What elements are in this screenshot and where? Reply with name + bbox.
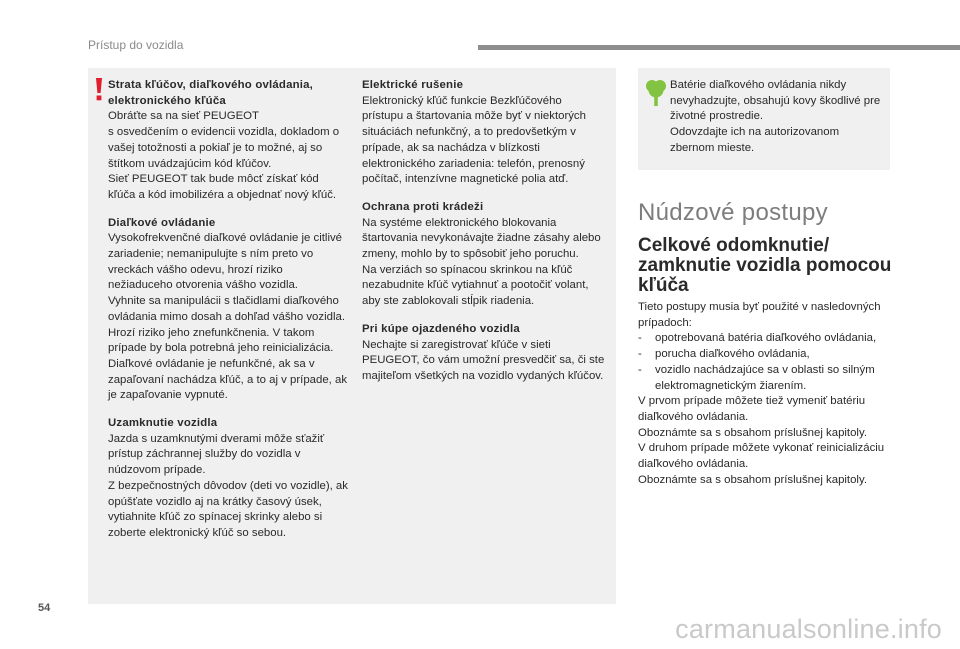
section-heading: Pri kúpe ojazdeného vozidla [362,322,520,335]
header-divider [478,45,960,50]
section-heading: Elektrické rušenie [362,79,464,91]
section-body: Na systéme elektronického blokovania štartovania nevykonávajte žiadne zásahy alebo zmeny, mohlo by to spôsobiť jeho poruchu. Na verziách so spínacou skrinkou na kľúč nezabudnite kľúč vytiahnuť a pootočiť volant, aby ste zablokovali stĺpik riadenia. [362,216,601,308]
section-body: Obráťte sa na sieť PEUGEOT s osvedčením o evidencii vozidla, dokladom o vašej totožnosti a pokiaľ je to možné, aj so štítkom uvádzajúcim kód kľúčov. Sieť PEUGEOT tak bude môcť získať kód kľúča a kód imobilizéra a objednať nový kľúč. [108,110,340,201]
warning-column-right [362,78,606,397]
section-title: Prístup do vozidla [88,38,184,52]
watermark: carmanualsonline.info [675,614,942,644]
warning-section-used-vehicle [362,322,606,385]
section-heading: Diaľkové ovládanie [108,216,216,229]
section-heading: Ochrana proti krádeži [362,200,484,213]
info-text-block [670,78,882,157]
warning-section-anti-theft [362,200,606,310]
warning-section-lost-keys [108,78,348,204]
section-heading: Strata kľúčov, diaľkového ovládania, elektronického kľúča [108,79,314,107]
paragraph: V prvom prípade môžete tiež vymeniť batériu diaľkového ovládania. [638,395,866,423]
section-body: Vysokofrekvenčné diaľkové ovládanie je citlivé zariadenie; nemanipulujte s ním preto vo vreckách vášho odevu, hrozí riziko nežiaduceho otvorenia vášho vozidla. Vyhnite sa manipulácii s tlačidlami diaľkového ovládania mimo dosah a dohľad vášho vozidla. Hrozí riziko jeho znefunkčnenia. V takom prípade by bola potrebná jeho reinicializácia. Diaľkové ovládanie je nefunkčné, ak sa v zapaľovaní nachádza kľúč, a to aj v prípade, ak je zapaľovanie vypnuté. [108,232,348,402]
paragraph: V druhom prípade môžete vykonať reinicializáciu diaľkového ovládania. [638,442,885,471]
situation-list [638,331,900,394]
intro-text: Tieto postupy musia byť použité v nasledovných prípadoch: [638,301,881,329]
info-text: Batérie diaľkového ovládania nikdy nevyhadzujte, obsahujú kovy škodlivé pre životné prostredie. Odovzdajte ich na autorizovanom zbernom mieste. [670,79,881,154]
paragraph: Oboznámte sa s obsahom príslušnej kapitoly. [638,426,867,439]
warning-column-left [108,78,348,554]
section-body: Nechajte si zaregistrovať kľúče v sieti PEUGEOT, čo vám umožní presvedčiť sa, či ste majiteľom všetkých na vozidlo vydaných kľúčov. [362,338,605,382]
chapter-heading: Núdzové postupy [638,199,828,226]
section-heading: Celkové odomknutie/ zamknutie vozidla pomocou kľúča [638,235,892,296]
page-number: 54 [38,602,51,614]
section-body: Elektronický kľúč funkcie Bezkľúčového prístupu a štartovania môže byť v niektorých situáciách nefunkčný, a to predovšetkým v prípade, ak sa nachádza v blízkosti elektronického zariadenia: telefón, prenosný počítač, intenzívne magnetické polia atď. [362,94,586,186]
section-body: Jazda s uzamknutými dverami môže sťažiť prístup záchrannej služby do vozidla v núdzovom prípade. Z bezpečnostných dôvodov (deti vo vozidle), ak opúšťate vozidlo aj na krátky časový úsek, vytiahnite kľúč zo spínacej skrinky alebo si zoberte elektronický kľúč so sebou. [108,432,348,539]
exclamation-icon [92,78,106,102]
tree-icon [645,78,667,106]
section-heading: Uzamknutie vozidla [108,417,218,430]
warning-section-interference [362,78,606,188]
procedure-body [638,300,900,488]
list-item: - opotrebovaná batéria diaľkového ovládania, [638,331,900,347]
list-item: - vozidlo nachádzajúce sa v oblasti so silným elektromagnetickým žiarením. [638,363,900,394]
warning-section-locking [108,416,348,542]
paragraph: Oboznámte sa s obsahom príslušnej kapitoly. [638,473,867,486]
warning-section-remote-control [108,216,348,404]
list-item: - porucha diaľkového ovládania, [638,347,900,363]
